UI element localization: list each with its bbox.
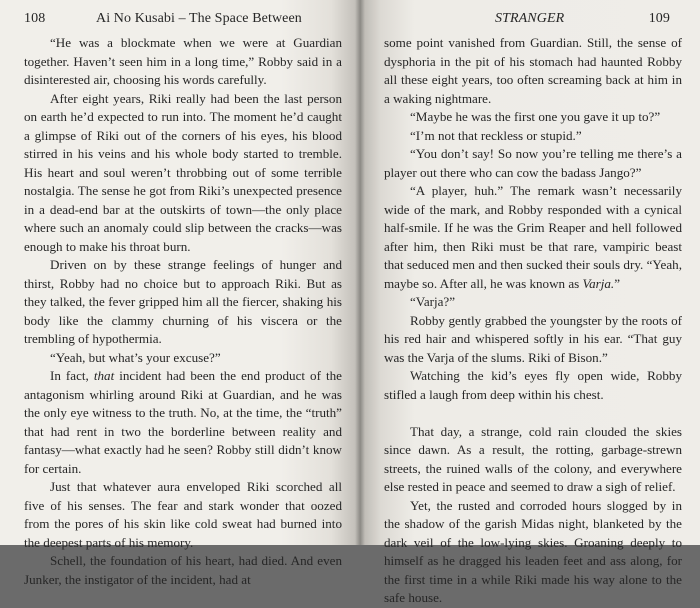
paragraph: “Varja?” bbox=[410, 294, 456, 309]
italic-text: that bbox=[93, 368, 115, 383]
italic-text: Varja. bbox=[582, 275, 615, 291]
paragraph: Schell, the foundation of his heart, had died. And even Junker, the instigator of the incident, had at bbox=[24, 553, 342, 587]
paragraph: Driven on by these strange feelings of hunger and thirst, Robby had no choice but to approach Riki. But as they talked, the fever gripped him all the fiercer, shaking his body like the clammy churning of his viscera or the trembling of hypothermia. bbox=[24, 257, 342, 346]
paragraph: “I’m not that reckless or stupid.” bbox=[410, 127, 582, 143]
paragraph: “Yeah, but what’s your excuse?” bbox=[50, 349, 221, 365]
paragraph: “You don’t say! So now you’re telling me there’s a player out there who can cow the badass Jango?” bbox=[384, 146, 682, 180]
paragraph: Watching the kid’s eyes fly open wide, Robby stifled a laugh from deep within his chest. bbox=[384, 368, 682, 402]
paragraph: Robby gently grabbed the youngster by the roots of his red hair and whispered softly in his ear. “That guy was the Varja of the slums. Riki of Bison.” bbox=[384, 312, 682, 365]
left-page-number: 108 bbox=[24, 11, 46, 26]
text-run: incident had been the end product of the antagonism whirling around Riki at Guardian, and he was the only eye witness to the truth. No, at the time, the “truth” that had rent in two the borderline between reality and fantasy—what exactly had he seen? Robby still didn’t know for certain. bbox=[24, 368, 342, 476]
book-gutter bbox=[355, 0, 365, 545]
paragraph: After eight years, Riki really had been the last person on earth he’d expected to run into. The moment he’d caught a glimpse of Riki out of the corners of his eyes, his blood stirred in his veins and his whole body started to tremble. His heart and soul weren’t throbbing out of some terrible nostalgia. The sense he got from Riki’s unexpected presence in a dead-end bar at the outskirts of town—the only place where such an anomaly could slip between the cracks—was enough to make his throat burn. bbox=[24, 90, 342, 254]
paragraph: “Maybe he was the first one you gave it up to?” bbox=[410, 109, 661, 124]
paragraph: “He was a blockmate when we were at Guardian together. Haven’t seen him in a long time,” Robby said in a disinterested air, choosing his words carefully. bbox=[24, 35, 342, 87]
right-page bbox=[360, 0, 700, 605]
right-page-number: 109 bbox=[648, 11, 670, 26]
text-run: ” bbox=[614, 275, 621, 291]
paragraph: That day, a strange, cold rain clouded the skies since dawn. As a result, the rotting, garbage-strewn streets, the ruined walls of the colony, and everywhere else rested in peace and seemed to draw a sigh of relief. bbox=[384, 423, 682, 494]
right-running-head: STRANGER bbox=[495, 11, 565, 26]
right-page-body bbox=[384, 34, 682, 608]
left-page-body bbox=[24, 34, 342, 589]
paragraph: some point vanished from Guardian. Still, the sense of dysphoria in the pit of his stomach had haunted Robby all these eight years, too often screaming back at him in a waking nightmare. bbox=[384, 35, 682, 106]
paragraph: Yet, the rusted and corroded hours slogged by in the shadow of the garish Midas night, blanketed by the dark veil of the low-lying skies. Groaning deeply to himself as he dragged his leaden feet and ass along, for the first time in a while Riki made his way alone to the safe house. bbox=[384, 497, 682, 605]
paragraph bbox=[384, 182, 682, 293]
paragraph bbox=[24, 367, 342, 478]
left-running-head: Ai No Kusabi – The Space Between bbox=[96, 11, 302, 26]
left-page bbox=[0, 0, 360, 587]
text-run: “A player, huh.” The remark wasn’t necessarily wide of the mark, and Robby responded with a cynical half-smile. If he was the Grim Reaper and hell followed after him, then Riki must be that rare, vampiric beast that seduced men and then sucked their souls dry. “Yeah, maybe so. After all, he was known as bbox=[384, 183, 682, 291]
text-run: In fact, bbox=[50, 368, 94, 383]
paragraph: Just that whatever aura enveloped Riki scorched all five of his senses. The fear and stark wonder that oozed from the pores of his skin like cold sweat had burned into the deepest parts of his memory. bbox=[24, 479, 342, 550]
